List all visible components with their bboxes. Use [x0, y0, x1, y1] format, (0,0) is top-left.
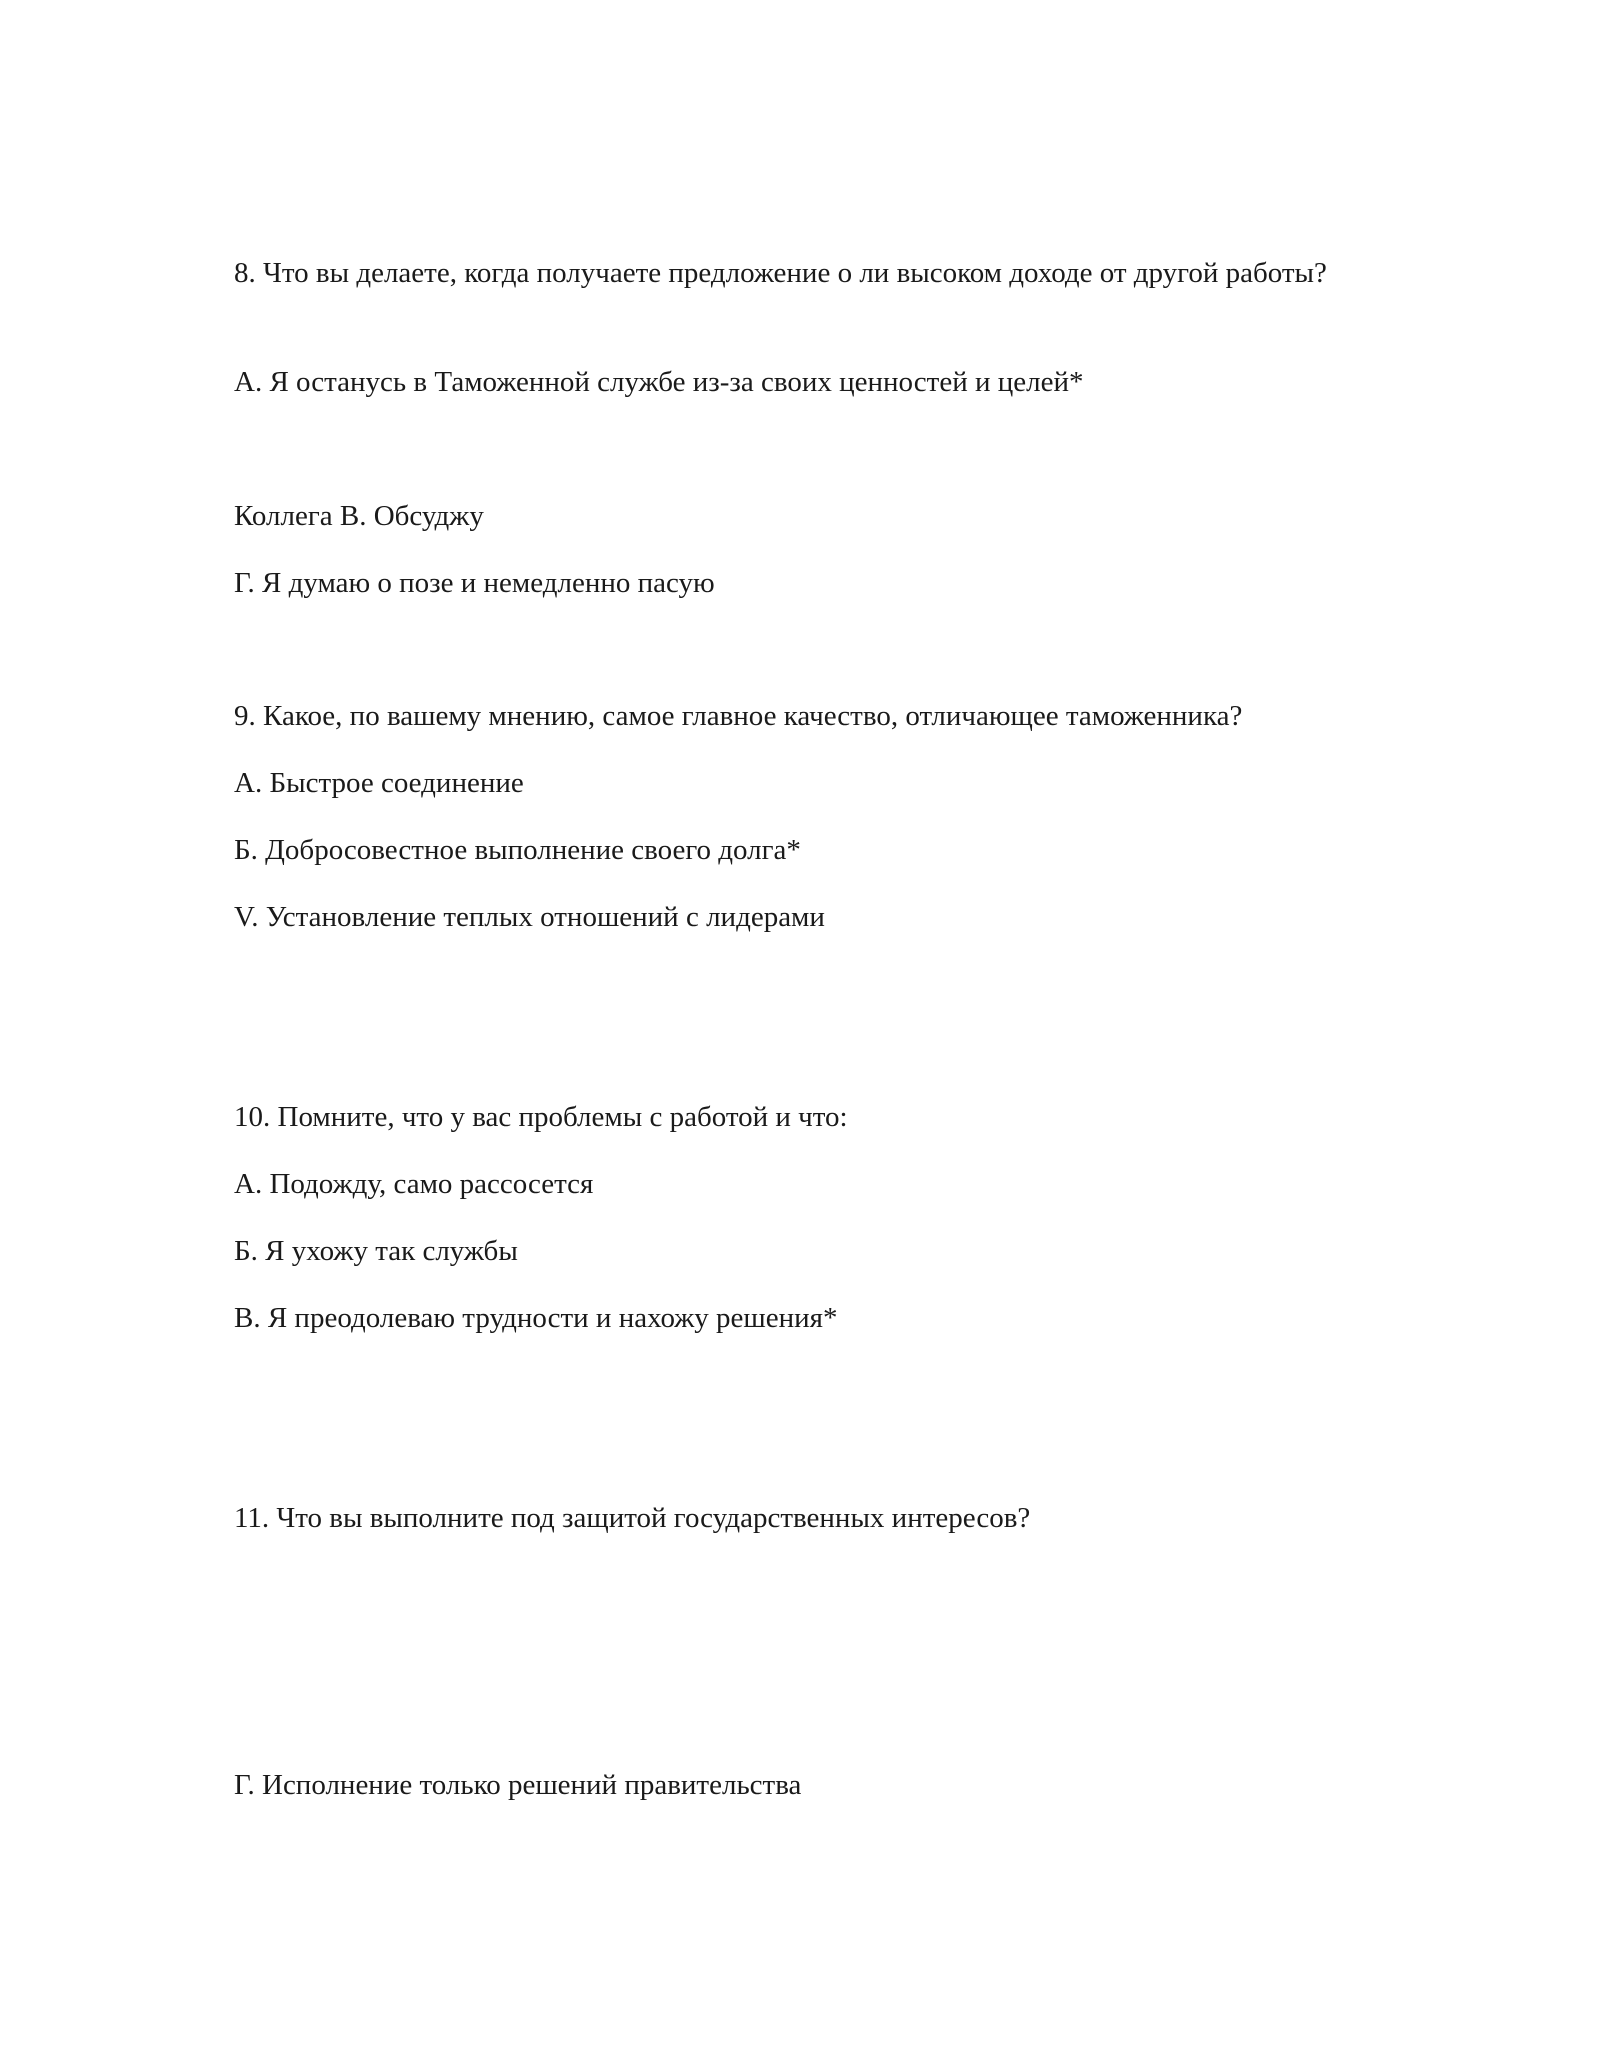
- question-8-option-a: А. Я останусь в Таможенной службе из-за своих ценностей и целей*: [234, 366, 1084, 398]
- question-8-option-c: Г. Я думаю о позе и немедленно пасую: [234, 567, 715, 599]
- question-9-option-c: V. Установление теплых отношений с лидерами: [234, 901, 825, 933]
- question-9-option-a: А. Быстрое соединение: [234, 767, 524, 799]
- question-10-option-a: А. Подожду, само рассосется: [234, 1168, 594, 1200]
- question-8: 8. Что вы делаете, когда получаете предложение о ли высоком доходе от другой работы?: [234, 257, 1327, 289]
- question-11: 11. Что вы выполните под защитой государственных интересов?: [234, 1502, 1031, 1534]
- question-11-option-d: Г. Исполнение только решений правительства: [234, 1769, 802, 1801]
- question-10-option-c: В. Я преодолеваю трудности и нахожу решения*: [234, 1302, 838, 1334]
- question-10-option-b: Б. Я ухожу так службы: [234, 1235, 518, 1267]
- question-10: 10. Помните, что у вас проблемы с работой и что:: [234, 1101, 848, 1133]
- question-9-option-b: Б. Добросовестное выполнение своего долга*: [234, 834, 801, 866]
- question-9: 9. Какое, по вашему мнению, самое главное качество, отличающее таможенника?: [234, 700, 1243, 732]
- question-8-option-b: Коллега В. Обсуджу: [234, 500, 484, 532]
